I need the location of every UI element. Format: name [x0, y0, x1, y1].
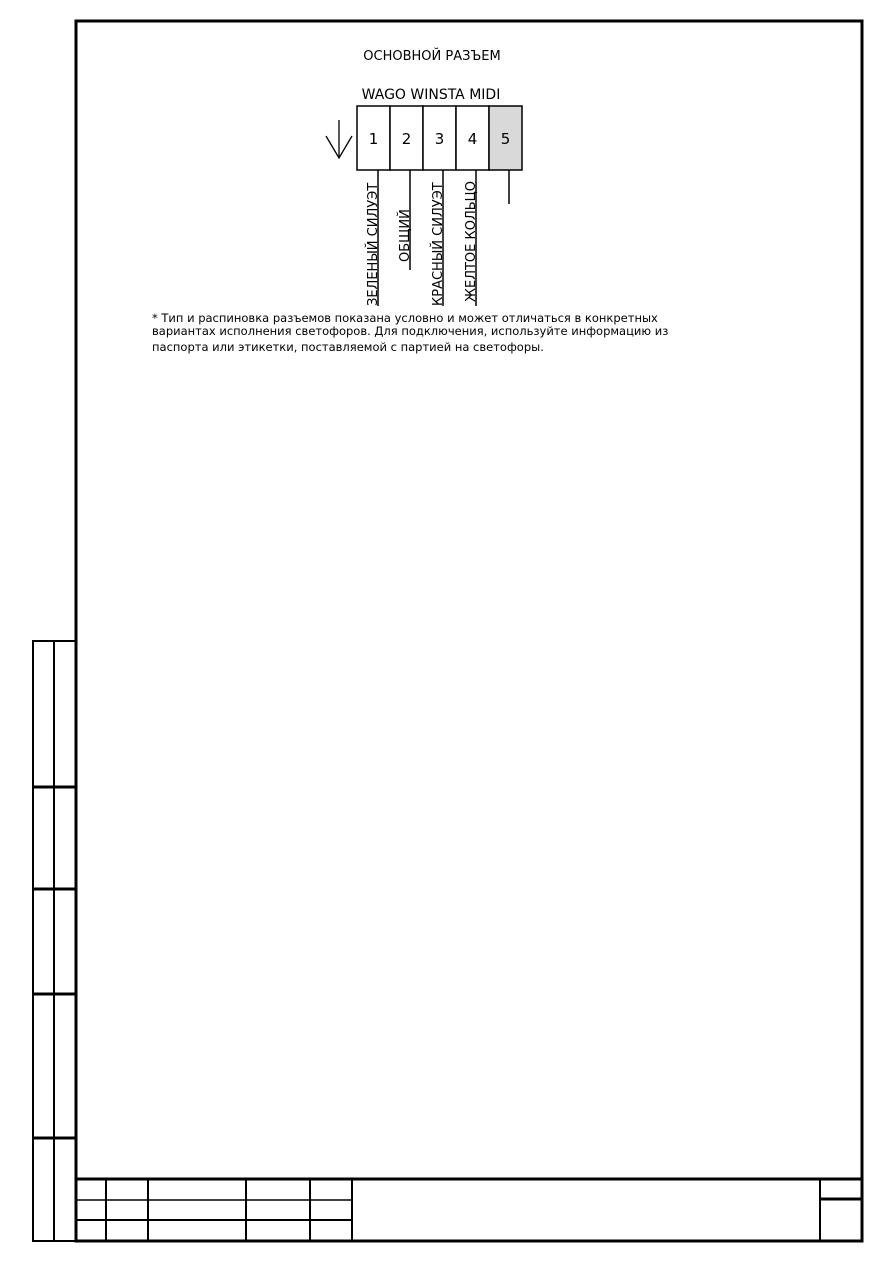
connector-model-label: WAGO WINSTA MIDI: [361, 87, 501, 103]
pin-number: 3: [434, 130, 445, 148]
insertion-arrow-icon: [326, 120, 352, 158]
footnote-line-1: * Тип и распиновка разъемов показана условно и может отличаться в конкретных: [152, 311, 658, 325]
footnote: [152, 311, 668, 354]
wire-label-pin-4: ЖЕЛТОЕ КОЛЬЦО: [464, 181, 479, 302]
wire-labels: [365, 181, 479, 306]
pin-number: 5: [500, 130, 511, 148]
wire-label-pin-3: КРАСНЫЙ СИЛУЭТ: [431, 182, 446, 306]
pin-number: 2: [401, 130, 412, 148]
wire-label-pin-2: ОБЩИЙ: [398, 209, 413, 262]
footnote-line-3: паспорта или этикетки, поставляемой с партией на светофоры.: [152, 340, 544, 354]
wire-label-pin-1: ЗЕЛЕНЫЙ СИЛУЭТ: [366, 182, 381, 306]
connector-heading: ОСНОВНОЙ РАЗЪЕМ: [363, 49, 501, 64]
pin-number: 4: [467, 130, 478, 148]
title-block: [76, 1179, 862, 1241]
pin-number: 1: [368, 130, 379, 148]
connector-pins: [357, 106, 522, 170]
left-stamp-columns: [33, 641, 76, 1241]
footnote-line-2: вариантах исполнения светофоров. Для подключения, используйте информацию из: [152, 324, 669, 338]
